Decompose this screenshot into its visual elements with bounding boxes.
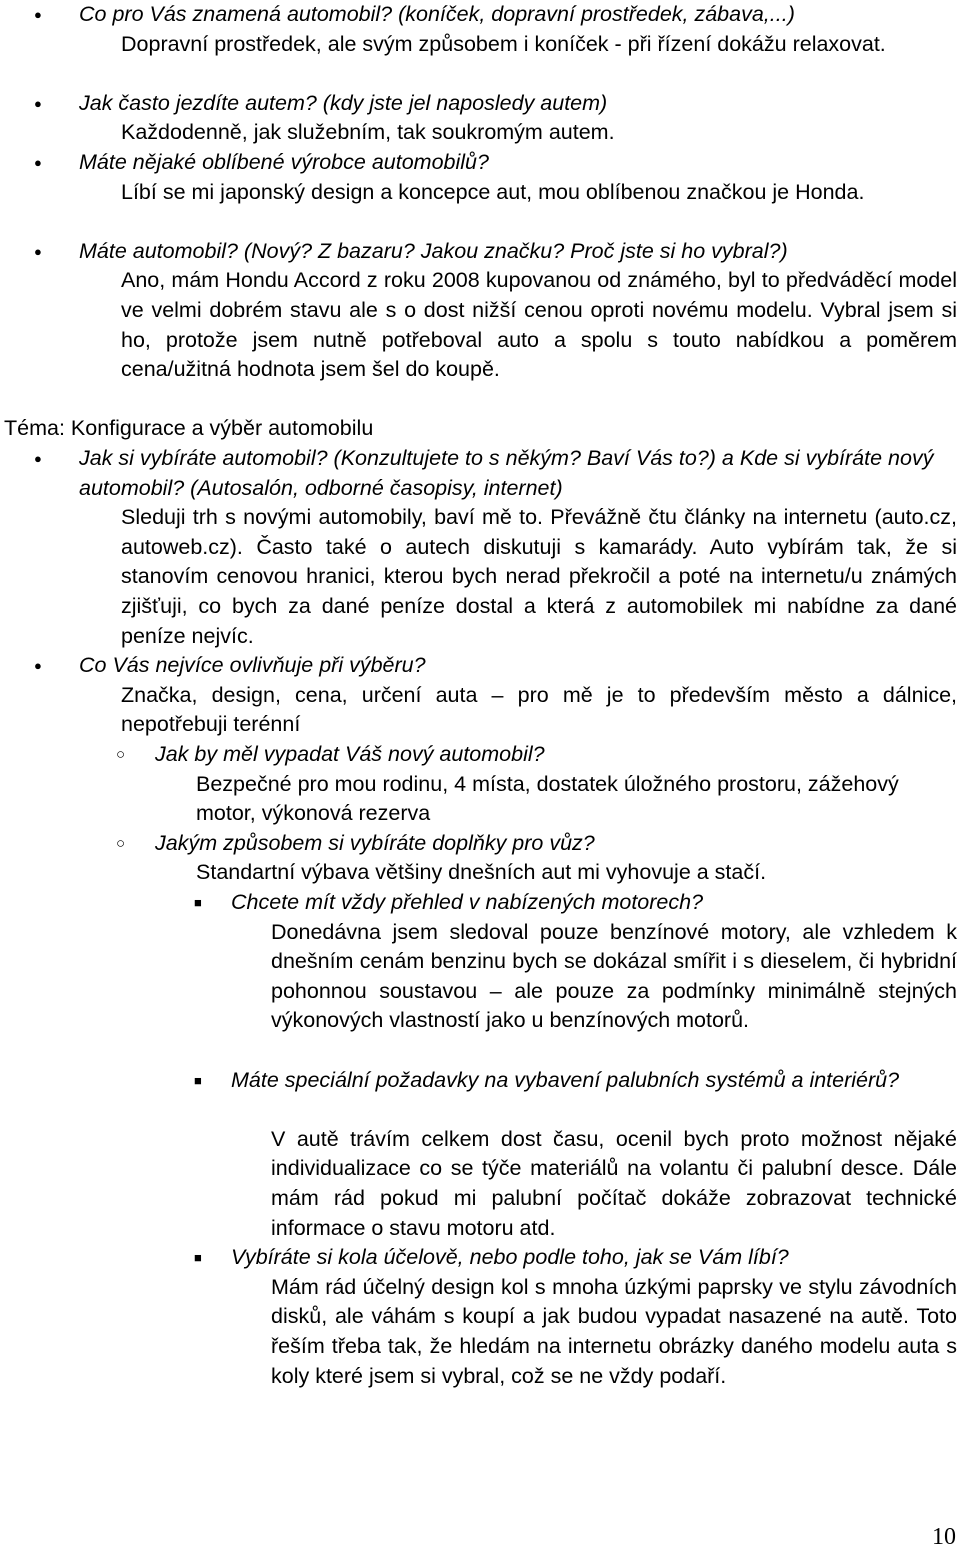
question: Jak často jezdíte autem? (kdy jste jel naposledy autem) [79, 90, 608, 115]
bullet-icon [34, 0, 42, 30]
page-number: 10 [932, 1524, 956, 1550]
question: Máte nějaké oblíbené výrobce automobilů? [79, 150, 489, 174]
answer: Každodenně, jak služebním, tak soukromým autem. [121, 120, 615, 145]
answer: Ano, mám Hondu Accord z roku 2008 kupovanou od známého, byl to předváděcí model ve velmi dobrém stavu ale s o dost nižší cenou oproti novému modelu. Vybral jsem si ho, protože jsem nutně potřeboval auto a spolu s touto nabídkou a poměrem cena/užitná hodnota jsem šel do koupě. [121, 268, 957, 382]
answer: Sleduji trh s novými automobily, baví mě to. Převážně čtu články na internetu (auto.cz, autoweb.cz). Často také o autech diskutuji s kamarády. Auto vybírám tak, že si stanovím cenovou hranici, kterou bych nerad překročil a poté na internetu/u známých zjišťuji, co bych za dané peníze dostal a která z automobilek mi nabídne za dané peníze nejvíc. [121, 505, 957, 648]
detail-question: Chcete mít vždy přehled v nabízených motorech? [231, 890, 704, 914]
square-bullet-icon [194, 1243, 202, 1273]
bullet-icon [34, 651, 42, 681]
sub-question: Jak by měl vypadat Váš nový automobil? [155, 742, 545, 766]
bullet-icon [34, 148, 42, 178]
question: Co pro Vás znamená automobil? (koníček, dopravní prostředek, zábava,...) [79, 2, 795, 26]
detail-question: Vybíráte si kola účelově, nebo podle toho, jak se Vám líbí? [231, 1245, 789, 1270]
circle-bullet-icon [116, 829, 125, 859]
answer: Značka, design, cena, určení auta – pro mě je to především město a dálnice, nepotřebuji terénní [121, 682, 957, 737]
square-bullet-icon [194, 1066, 202, 1096]
detail-question: Máte speciální požadavky na vybavení palubních systémů a interiérů? [231, 1067, 900, 1092]
circle-bullet-icon [116, 740, 125, 770]
bullet-icon [34, 444, 42, 474]
bullet-icon [34, 89, 42, 119]
topic-heading: Téma: Konfigurace a výběr automobilu [4, 416, 374, 441]
bullet-icon [34, 237, 42, 267]
square-bullet-icon [194, 888, 202, 918]
sub-question: Jakým způsobem si vybíráte doplňky pro vůz? [155, 830, 595, 855]
sub-answer: Standartní výbava většiny dnešních aut mi vyhovuje a stačí. [196, 860, 767, 885]
sub-answer: Bezpečné pro mou rodinu, 4 místa, dostatek úložného prostoru, zážehový motor, výkonová rezerva [196, 771, 899, 826]
question: Máte automobil? (Nový? Z bazaru? Jakou značku? Proč jste si ho vybral?) [79, 238, 788, 263]
answer: Dopravní prostředek, ale svým způsobem i koníček - při řízení dokážu relaxovat. [121, 31, 886, 56]
detail-answer: Mám rád účelný design kol s mnoha úzkými paprsky ve stylu závodních disků, ale váhám s koupí a jak budou vypadat nasazené na autě. Toto řeším třeba tak, že hledám na internetu obrázky daného modelu auta s koly které jsem si vybral, což se ne vždy podaří. [271, 1274, 957, 1388]
answer: Líbí se mi japonský design a koncepce aut, mou oblíbenou značkou je Honda. [121, 179, 865, 204]
question: Jak si vybíráte automobil? (Konzultujete to s někým? Baví Vás to?) a Kde si vybíráte nový automobil? (Autosalón, odborné časopisy, internet) [79, 446, 934, 500]
detail-answer: Donedávna jsem sledoval pouze benzínové motory, ale vzhledem k dnešním cenám benzinu bych se dokázal smířit i s dieselem, či hybridní pohonnou soustavou – ale pouze za podmínky minimálně stejných výkonových vlastností jako u benzínových motorů. [271, 919, 957, 1033]
detail-answer: V autě trávím celkem dost času, ocenil bych proto možnost nějaké individualizace co se týče materiálů na volantu či palubní desce. Dále mám rád pokud mi palubní počítač dokáže zobrazovat technické informace o stavu motoru atd. [271, 1126, 957, 1240]
question: Co Vás nejvíce ovlivňuje při výběru? [79, 653, 426, 678]
